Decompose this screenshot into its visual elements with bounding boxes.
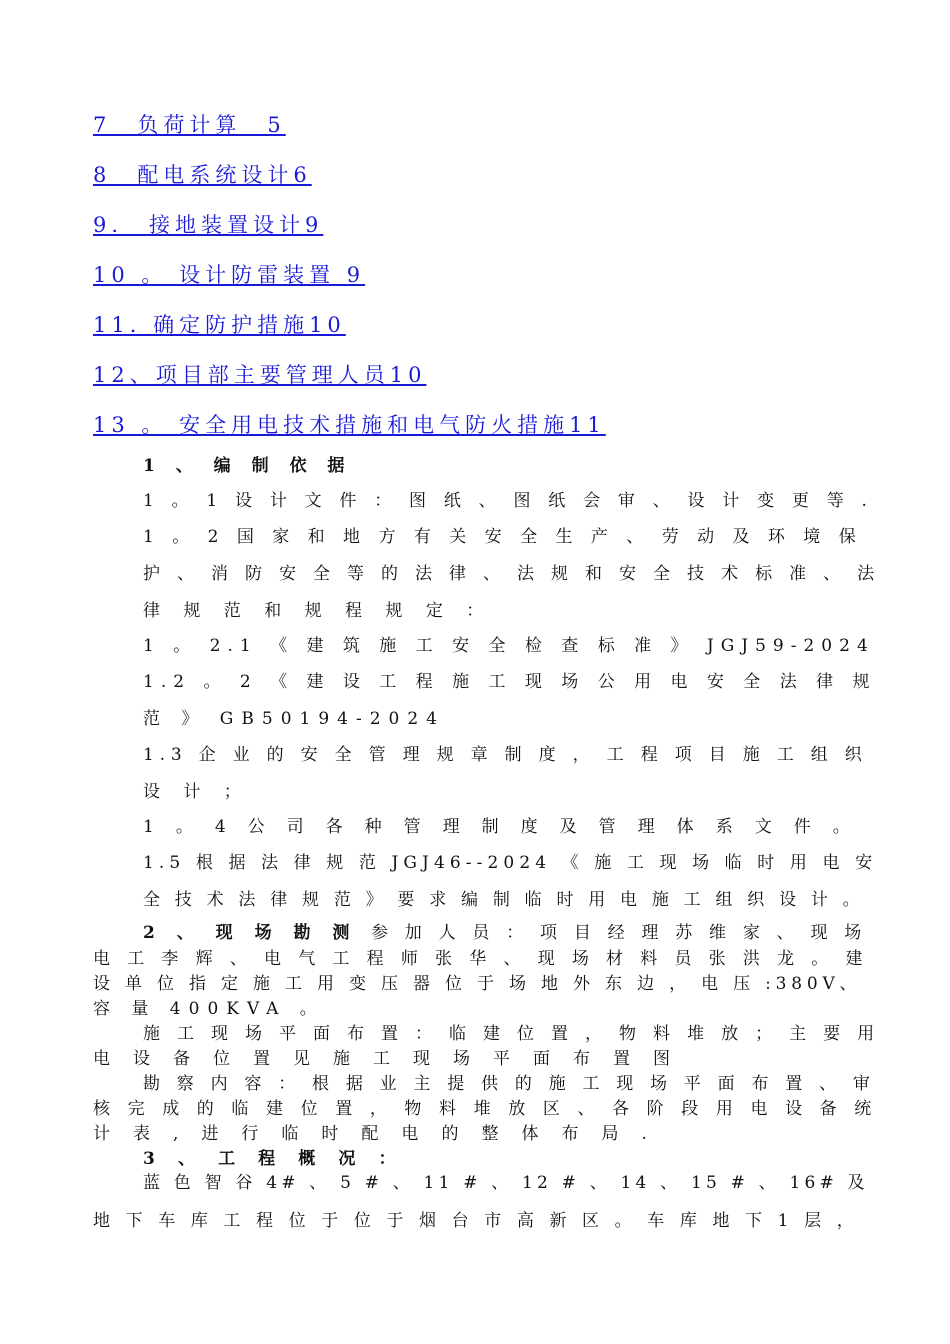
paragraph-line: 蓝 色 智 谷 4# 、 5 # 、 11 # 、 12 # 、 14 、 15 # 、 16# 及 bbox=[143, 1173, 869, 1193]
paragraph-line: 设 单 位 指 定 施 工 用 变 压 器 位 于 场 地 外 东 边 ， 电 压 :380V、 bbox=[93, 974, 862, 994]
paragraph-line: 1.5 根 据 法 律 规 范 JGJ46--2024 《 施 工 现 场 临 时 用 电 安 bbox=[143, 853, 878, 873]
paragraph-line: 1 。 2.1 《 建 筑 施 工 安 全 检 查 标 准 》 JGJ59-2024 bbox=[143, 636, 875, 656]
section-heading-1: 1 、 编 制 依 据 bbox=[143, 456, 352, 476]
paragraph-line: 容 量 400KVA 。 bbox=[93, 999, 325, 1019]
paragraph-line: 1.2 。 2 《 建 设 工 程 施 工 现 场 公 用 电 安 全 法 律 规 bbox=[143, 672, 877, 692]
paragraph-line: 1 。 4 公 司 各 种 管 理 制 度 及 管 理 体 系 文 件 。 bbox=[143, 817, 858, 837]
paragraph-line: 施 工 现 场 平 面 布 置 ： 临 建 位 置 ， 物 料 堆 放 ； 主 要 用 bbox=[143, 1024, 880, 1044]
paragraph-line: 参 加 人 员 ： 项 目 经 理 苏 维 家 、 现 场 bbox=[371, 923, 867, 943]
section-heading-3: 3 、 工 程 概 况 ： bbox=[143, 1149, 405, 1169]
paragraph-line: 核 完 成 的 临 建 位 置 ， 物 料 堆 放 区 、 各 阶 段 用 电 设 备 统 bbox=[93, 1099, 878, 1119]
paragraph-line: 1 。 1 设 计 文 件 ： 图 纸 、 图 纸 会 审 、 设 计 变 更 等 . bbox=[143, 491, 874, 511]
paragraph-line: 电 工 李 辉 、 电 气 工 程 师 张 华 、 现 场 材 料 员 张 洪 龙 。 建 bbox=[93, 949, 869, 969]
paragraph-line: 1.3 企 业 的 安 全 管 理 规 章 制 度 ， 工 程 项 目 施 工 组 织 bbox=[143, 745, 868, 765]
toc-link-10[interactable]: 10 。 设计防雷装置 9 bbox=[93, 263, 366, 287]
toc-link-11[interactable]: 11. 确定防护措施10 bbox=[93, 313, 346, 337]
paragraph-line: 设 计 ； bbox=[143, 782, 250, 802]
toc-link-9[interactable]: 9. 接地装置设计9 bbox=[93, 213, 324, 237]
paragraph-line: 范 》 GB50194-2024 bbox=[143, 709, 445, 729]
paragraph-line: 1 。 2 国 家 和 地 方 有 关 安 全 生 产 、 劳 动 及 环 境 保 bbox=[143, 527, 863, 547]
paragraph-line: 计 表 , 进 行 临 时 配 电 的 整 体 布 局 . bbox=[93, 1124, 656, 1144]
toc-link-7[interactable]: 7 负荷计算 5 bbox=[93, 113, 286, 137]
paragraph-line: 电 设 备 位 置 见 施 工 现 场 平 面 布 置 图 bbox=[93, 1049, 679, 1069]
section-heading-2: 2 、 现 场 勘 测 bbox=[143, 923, 358, 943]
paragraph-line: 律 规 范 和 规 程 规 定 ： bbox=[143, 601, 493, 621]
paragraph-line: 地 下 车 库 工 程 位 于 位 于 烟 台 市 高 新 区 。 车 库 地 下 1 层 ， bbox=[93, 1211, 859, 1231]
toc-link-13[interactable]: 13 。 安全用电技术措施和电气防火措施11 bbox=[93, 413, 606, 437]
paragraph-line: 护 、 消 防 安 全 等 的 法 律 、 法 规 和 安 全 技 术 标 准 、 法 bbox=[143, 564, 880, 584]
toc-link-12[interactable]: 12、项目部主要管理人员10 bbox=[93, 363, 427, 387]
toc-link-8[interactable]: 8 配电系统设计6 bbox=[93, 163, 312, 187]
paragraph-line: 勘 察 内 容 ： 根 据 业 主 提 供 的 施 工 现 场 平 面 布 置 、 审 bbox=[143, 1074, 876, 1094]
table-of-contents bbox=[93, 108, 606, 458]
paragraph-line: 全 技 术 法 律 规 范 》 要 求 编 制 临 时 用 电 施 工 组 织 设 计 。 bbox=[143, 890, 865, 910]
